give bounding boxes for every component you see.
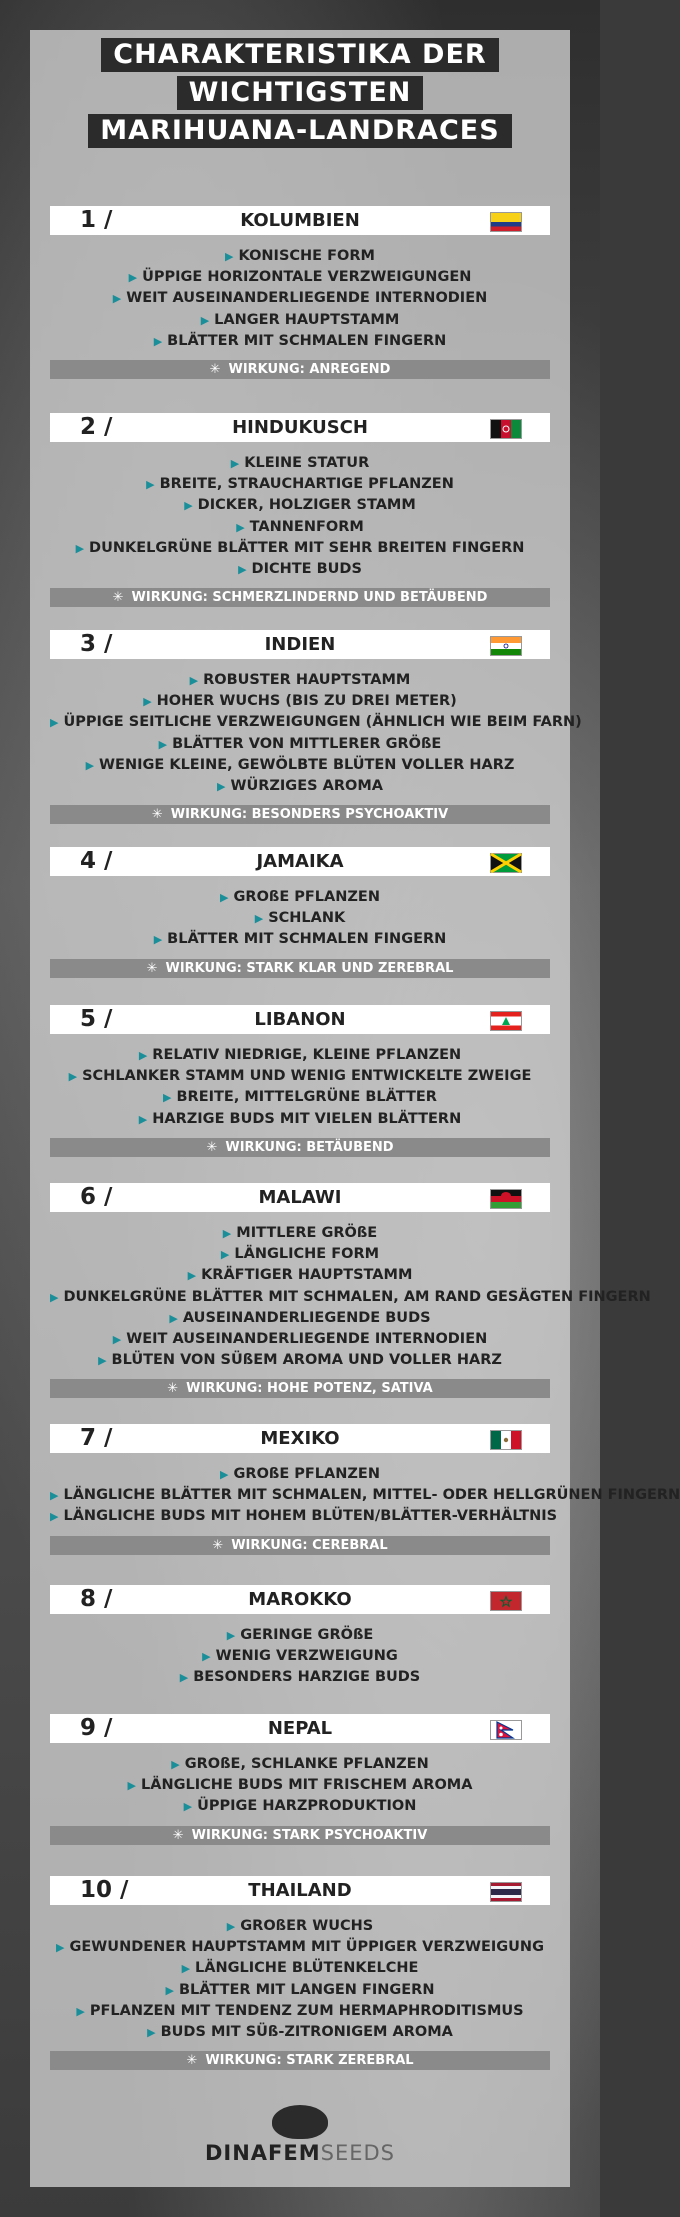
trait-item [50,1646,550,1667]
trait-item [50,1796,550,1817]
landrace-section [50,1005,550,1157]
trait-item [50,2001,550,2022]
effect-bar [50,1138,550,1157]
section-number: 4 / [80,848,113,874]
triangle-bullet-icon: ▶ [189,674,199,687]
triangle-bullet-icon: ▶ [236,520,245,534]
triangle-bullet-icon: ▶ [85,758,95,772]
title-line-1: CHARAKTERISTIKA DER [101,38,498,72]
trait-text: LÄNGLICHE BUDS MIT HOHEM BLÜTEN/BLÄTTER-VERHÄLTNIS [63,1508,558,1525]
logo-suffix: SEEDS [320,2141,396,2165]
effect-text: WIRKUNG: ANREGEND [228,362,391,378]
effect-text: WIRKUNG: STARK ZEREBRAL [205,2053,414,2069]
effect-text: WIRKUNG: STARK PSYCHOAKTIV [191,1827,428,1843]
sparkle-icon: ✳ [112,590,124,606]
trait-text: MITTLERE GRÖßE [236,1225,378,1241]
trait-text: HOHER WUCHS (BIS ZU DREI METER) [156,693,457,710]
flag-india-icon [490,636,522,656]
trait-item [50,755,550,776]
triangle-bullet-icon: ▶ [153,334,163,348]
effect-bar [50,1826,550,1845]
trait-item [50,559,550,580]
triangle-bullet-icon: ▶ [165,1983,174,1997]
triangle-bullet-icon: ▶ [50,1510,59,1524]
trait-text: WENIG VERZWEIGUNG [215,1648,398,1665]
landrace-section [50,1183,651,1398]
trait-text: LÄNGLICHE BLÄTTER MIT SCHMALEN, MITTEL- ODER HELLGRÜNEN FINGERN [63,1487,680,1504]
country-name: MAROKKO [248,1589,352,1610]
triangle-bullet-icon: ▶ [50,716,59,730]
trait-item [50,1066,550,1087]
triangle-bullet-icon: ▶ [98,1354,107,1368]
triangle-bullet-icon: ▶ [225,250,234,263]
triangle-bullet-icon: ▶ [226,1629,236,1642]
trait-item [50,1329,550,1350]
triangle-bullet-icon: ▶ [230,457,240,470]
trait-text: HARZIGE BUDS MIT VIELEN BLÄTTERN [152,1110,462,1127]
trait-text: DICKER, HOLZIGER STAMM [197,497,416,514]
trait-item [50,734,550,755]
landrace-section [50,206,550,379]
effect-text: WIRKUNG: STARK KLAR UND ZEREBRAL [165,960,454,976]
trait-list [50,453,550,580]
triangle-bullet-icon: ▶ [138,1049,148,1062]
trait-text: ROBUSTER HAUPTSTAMM [203,672,411,688]
trait-text: DICHTE BUDS [251,561,362,578]
sparkle-icon: ✳ [172,1827,184,1843]
trait-list [50,1625,550,1689]
country-name: MEXIKO [260,1428,340,1449]
trait-text: LÄNGLICHE FORM [234,1246,380,1263]
section-header [50,1714,550,1743]
flag-malawi-icon [490,1189,522,1209]
landrace-section [50,630,582,824]
trait-text: RELATIV NIEDRIGE, KLEINE PFLANZEN [152,1047,462,1063]
country-name: HINDUKUSCH [232,417,368,438]
trait-list [50,1045,550,1130]
section-header [50,1005,550,1034]
trait-text: KONISCHE FORM [238,248,375,264]
sparkle-icon: ✳ [167,1381,179,1397]
trait-text: BESONDERS HARZIGE BUDS [193,1669,421,1686]
trait-text: ÜPPIGE SEITLICHE VERZWEIGUNGEN (ÄHNLICH WIE BEIM FARN) [63,714,582,731]
sparkle-icon: ✳ [151,807,163,823]
country-name: INDIEN [264,634,336,655]
trait-item [50,474,550,495]
trait-text: GROßER WUCHS [240,1918,374,1934]
section-number: 1 / [80,207,113,233]
trait-text: BUDS MIT SÜß-ZITRONIGEM AROMA [160,2024,453,2041]
triangle-bullet-icon: ▶ [50,1489,59,1503]
trait-text: TANNENFORM [249,518,364,535]
trait-item [50,1265,550,1286]
trait-text: BREITE, MITTELGRÜNE BLÄTTER [176,1089,437,1106]
trait-item [50,495,550,516]
triangle-bullet-icon: ▶ [217,780,226,794]
landrace-section [50,1876,550,2070]
trait-list [50,1464,680,1528]
landrace-section [50,1424,680,1555]
country-name: THAILAND [248,1880,352,1901]
landrace-section [50,413,550,607]
trait-item [50,1980,550,2001]
trait-item [50,1244,550,1265]
sparkle-icon: ✳ [206,1139,218,1155]
effect-bar [50,959,550,978]
flag-thailand-icon [490,1882,522,1902]
section-number: 9 / [80,1715,113,1741]
flag-mexico-icon [490,1430,522,1450]
country-name: JAMAIKA [256,851,344,872]
triangle-bullet-icon: ▶ [184,499,193,513]
trait-text: GROßE PFLANZEN [233,889,380,905]
trait-item [50,887,550,908]
triangle-bullet-icon: ▶ [56,1941,65,1955]
trait-item [50,1958,550,1979]
flag-colombia-icon [490,212,522,232]
effect-text: WIRKUNG: SCHMERZLINDERND UND BETÄUBEND [131,590,488,606]
trait-item [50,267,550,288]
trait-text: WEIT AUSEINANDERLIEGENDE INTERNODIEN [126,290,488,307]
trait-text: GROßE, SCHLANKE PFLANZEN [184,1756,429,1772]
section-number: 6 / [80,1184,113,1210]
effect-text: WIRKUNG: HOHE POTENZ, SATIVA [186,1381,433,1397]
trait-text: LÄNGLICHE BLÜTENKELCHE [195,1960,419,1977]
trait-item [50,1464,550,1485]
trait-text: LÄNGLICHE BUDS MIT FRISCHEM AROMA [141,1777,473,1794]
trait-item [50,1485,680,1506]
trait-text: BLÄTTER MIT SCHMALEN FINGERN [167,931,447,948]
section-header [50,1183,550,1212]
trait-item [50,1937,550,1958]
triangle-bullet-icon: ▶ [75,541,85,555]
trait-text: BLÄTTER VON MITTLERER GRÖßE [172,735,442,752]
section-header [50,413,550,442]
logo-brand: DINAFEM [204,2141,321,2165]
triangle-bullet-icon: ▶ [238,563,247,577]
trait-text: BLÄTTER MIT SCHMALEN FINGERN [167,332,447,349]
triangle-bullet-icon: ▶ [220,1248,230,1262]
triangle-bullet-icon: ▶ [171,1758,180,1771]
trait-item [50,1506,558,1527]
triangle-bullet-icon: ▶ [50,1290,59,1304]
section-header [50,1585,550,1614]
trait-item [50,1308,550,1329]
trait-text: PFLANZEN MIT TENDENZ ZUM HERMAPHRODITISMUS [89,2002,524,2019]
trait-text: KRÄFTIGER HAUPTSTAMM [201,1267,413,1284]
trait-item [50,1916,550,1937]
trait-text: WENIGE KLEINE, GEWÖLBTE BLÜTEN VOLLER HARZ [99,756,515,773]
trait-item [50,1223,550,1244]
triangle-bullet-icon: ▶ [200,313,210,327]
trait-item [50,310,550,331]
trait-text: DUNKELGRÜNE BLÄTTER MIT SCHMALEN, AM RAND GESÄGTEN FINGERN [63,1288,651,1305]
trait-item [50,1625,550,1646]
flag-jamaica-icon [490,853,522,873]
trait-list [50,246,550,352]
trait-text: BREITE, STRAUCHARTIGE PFLANZEN [159,476,454,493]
title-line-2: WICHTIGSTEN [177,76,424,110]
triangle-bullet-icon: ▶ [187,1269,197,1283]
landrace-section [50,847,550,978]
triangle-bullet-icon: ▶ [220,1468,229,1481]
trait-text: WÜRZIGES AROMA [230,778,383,795]
trait-text: WEIT AUSEINANDERLIEGENDE INTERNODIEN [126,1331,488,1348]
section-number: 7 / [80,1425,113,1451]
trait-item [50,2022,550,2043]
trait-item [50,453,550,474]
trait-item [50,712,582,733]
triangle-bullet-icon: ▶ [254,912,264,926]
trait-list [50,670,582,797]
trait-list [50,1223,651,1371]
trait-item [50,331,550,352]
page-title [0,36,600,150]
trait-text: GEWUNDENER HAUPTSTAMM MIT ÜPPIGER VERZWEIGUNG [69,1939,544,1956]
section-number: 8 / [80,1586,113,1612]
trait-item [50,929,550,950]
triangle-bullet-icon: ▶ [143,695,152,709]
sparkle-icon: ✳ [146,960,158,976]
triangle-bullet-icon: ▶ [153,933,163,947]
trait-text: GERINGE GRÖßE [240,1627,374,1643]
triangle-bullet-icon: ▶ [169,1311,178,1325]
trait-list [50,887,550,951]
triangle-bullet-icon: ▶ [163,1091,172,1105]
triangle-bullet-icon: ▶ [179,1671,189,1685]
triangle-bullet-icon: ▶ [127,1779,137,1793]
effect-text: WIRKUNG: BESONDERS PSYCHOAKTIV [170,807,449,823]
trait-item [50,1045,550,1066]
triangle-bullet-icon: ▶ [128,271,138,285]
trait-item [50,517,550,538]
triangle-bullet-icon: ▶ [226,1920,236,1933]
triangle-bullet-icon: ▶ [112,292,122,306]
landrace-section [50,1714,550,1845]
flag-lebanon-icon [490,1011,522,1031]
trait-item [50,288,550,309]
trait-list [50,1754,550,1818]
sparkle-icon: ✳ [186,2053,198,2069]
trait-item [50,776,550,797]
flag-nepal-icon [490,1720,522,1740]
section-header [50,206,550,235]
trait-item [50,1754,550,1775]
effect-bar [50,1536,550,1555]
trait-item [50,538,550,559]
section-number: 2 / [80,414,113,440]
effect-bar [50,588,550,607]
section-number: 3 / [80,631,113,657]
trait-text: KLEINE STATUR [244,455,370,471]
trait-item [50,670,550,691]
trait-text: DUNKELGRÜNE BLÄTTER MIT SEHR BREITEN FINGERN [89,539,525,556]
triangle-bullet-icon: ▶ [202,1650,211,1664]
trait-item [50,246,550,267]
sparkle-icon: ✳ [212,1537,224,1553]
triangle-bullet-icon: ▶ [158,737,168,751]
triangle-bullet-icon: ▶ [76,2004,85,2018]
trait-text: SCHLANK [268,910,346,927]
triangle-bullet-icon: ▶ [183,1800,193,1814]
trait-text: ÜPPIGE HORIZONTALE VERZWEIGUNGEN [142,269,472,286]
title-line-3: MARIHUANA-LANDRACES [88,114,511,148]
section-header [50,1424,550,1453]
flag-morocco-icon [490,1591,522,1611]
effect-bar [50,805,550,824]
triangle-bullet-icon: ▶ [147,2026,156,2040]
country-name: NEPAL [267,1718,333,1739]
country-name: KOLUMBIEN [240,210,360,231]
trait-item [50,908,550,929]
trait-item [50,1350,550,1371]
section-header [50,847,550,876]
landrace-section [50,1585,550,1697]
effect-bar [50,360,550,379]
trait-text: BLÜTEN VON SÜßEM AROMA UND VOLLER HARZ [111,1352,502,1369]
section-number: 10 / [80,1877,129,1903]
country-name: LIBANON [254,1009,346,1030]
dinafem-logo [0,2105,600,2165]
trait-item [50,1109,550,1130]
section-number: 5 / [80,1006,113,1032]
trait-item [50,691,550,712]
trait-text: LANGER HAUPTSTAMM [214,311,400,328]
triangle-bullet-icon: ▶ [138,1112,148,1126]
section-header [50,630,550,659]
seed-logo-icon [272,2105,328,2139]
trait-text: AUSEINANDERLIEGENDE BUDS [182,1309,431,1326]
trait-text: ÜPPIGE HARZPRODUKTION [197,1798,417,1815]
effect-text: WIRKUNG: BETÄUBEND [225,1139,394,1155]
section-header [50,1876,550,1905]
trait-item [50,1775,550,1796]
trait-text: BLÄTTER MIT LANGEN FINGERN [178,1981,435,1998]
trait-item [50,1667,550,1688]
trait-item [50,1087,550,1108]
triangle-bullet-icon: ▶ [112,1333,122,1347]
trait-item [50,1287,651,1308]
trait-list [50,1916,550,2043]
triangle-bullet-icon: ▶ [68,1070,78,1084]
sparkle-icon: ✳ [209,362,221,378]
triangle-bullet-icon: ▶ [146,478,155,492]
trait-text: GROßE PFLANZEN [233,1466,380,1482]
flag-afghanistan-icon [490,419,522,439]
triangle-bullet-icon: ▶ [222,1227,232,1240]
effect-text: WIRKUNG: CEREBRAL [231,1537,388,1553]
triangle-bullet-icon: ▶ [181,1962,191,1976]
triangle-bullet-icon: ▶ [220,891,229,904]
effect-bar [50,2051,550,2070]
trait-text: SCHLANKER STAMM UND WENIG ENTWICKELTE ZWEIGE [82,1068,532,1085]
effect-bar [50,1379,550,1398]
country-name: MALAWI [258,1187,342,1208]
